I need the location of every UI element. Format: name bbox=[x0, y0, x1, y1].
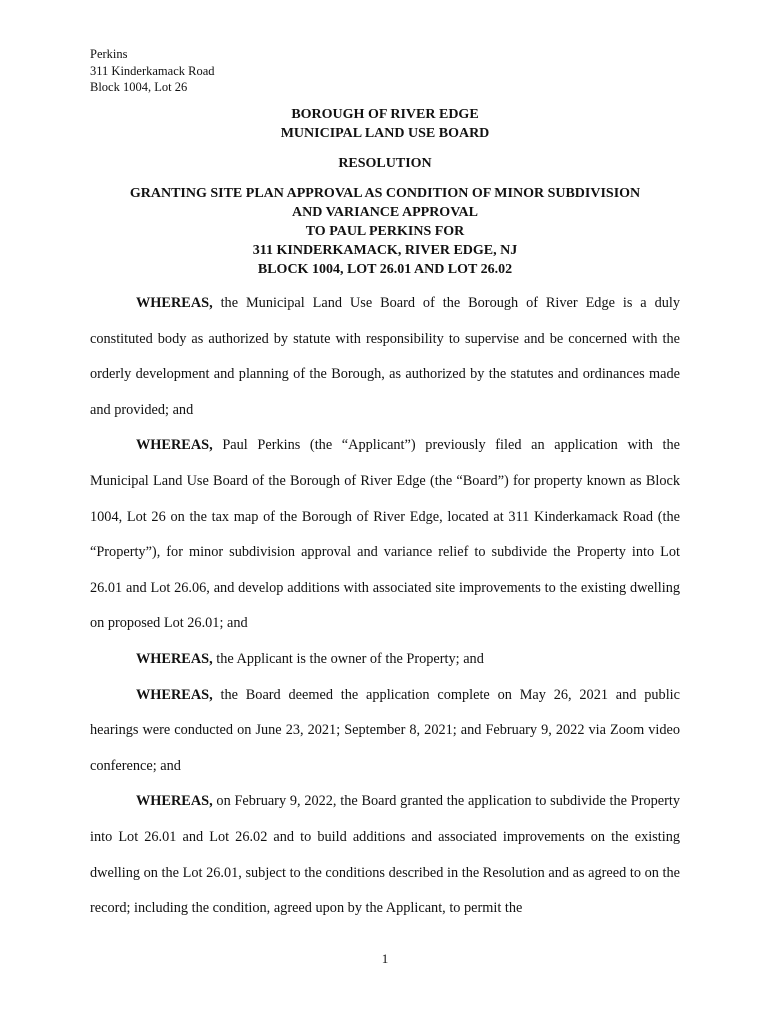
whereas-lead: WHEREAS, bbox=[136, 295, 213, 311]
resolution-heading: RESOLUTION bbox=[338, 156, 432, 171]
whereas-paragraph-2 bbox=[90, 428, 680, 642]
page-number: 1 bbox=[381, 951, 389, 966]
title-borough: BOROUGH OF RIVER EDGE bbox=[291, 107, 479, 122]
whereas-paragraph-3 bbox=[90, 642, 680, 678]
header-line-address: 311 Kinderkamack Road bbox=[90, 63, 215, 78]
paragraph-text: on February 9, 2022, the Board granted the application to subdivide the Property into Lot 26.01 and Lot 26.02 and to build additions and associated improvements on the existing dwelling on the Lot 26.01, subject to the conditions described in the Resolution and as agreed to on the record; including the condition, agreed upon by the Applicant, to permit the bbox=[90, 793, 680, 917]
document-header bbox=[90, 46, 215, 96]
whereas-paragraph-4 bbox=[90, 678, 680, 785]
whereas-lead: WHEREAS, bbox=[136, 437, 213, 454]
resolution-body bbox=[90, 286, 680, 927]
whereas-paragraph-1 bbox=[90, 286, 680, 428]
header-line-name: Perkins bbox=[90, 47, 128, 61]
paragraph-text: the Municipal Land Use Board of the Borough of River Edge is a duly constituted body as authorized by statute with responsibility to supervise and be concerned with the orderly development and planning of the Borough, as authorized by the statutes and ordinances made and provided; and bbox=[90, 295, 680, 418]
subject-line-5: BLOCK 1004, LOT 26.01 AND LOT 26.02 bbox=[257, 262, 513, 277]
title-board: MUNICIPAL LAND USE BOARD bbox=[280, 126, 490, 141]
subject-line-4: 311 KINDERKAMACK, RIVER EDGE, NJ bbox=[252, 243, 518, 258]
whereas-paragraph-5 bbox=[90, 784, 680, 926]
whereas-lead: WHEREAS, bbox=[136, 686, 213, 703]
whereas-lead: WHEREAS, bbox=[136, 650, 213, 667]
whereas-lead: WHEREAS, bbox=[136, 793, 213, 810]
paragraph-text: the Applicant is the owner of the Property; and bbox=[212, 650, 484, 667]
subject-line-1: GRANTING SITE PLAN APPROVAL AS CONDITION OF MINOR SUBDIVISION bbox=[129, 186, 641, 201]
paragraph-text: Paul Perkins (the “Applicant”) previously filed an application with the Municipal Land Use Board of the Borough of River Edge (the “Board”) for property known as Block 1004, Lot 26 on the tax map of the Borough of River Edge, located at 311 Kinderkamack Road (the “Property”), for minor subdivision approval and variance relief to subdivide the Property into Lot 26.01 and Lot 26.06, and develop additions with associated site improvements to the existing dwelling on proposed Lot 26.01; and bbox=[90, 437, 680, 632]
document-title bbox=[0, 105, 770, 143]
paragraph-text: the Board deemed the application complete on May 26, 2021 and public hearings were conducted on June 23, 2021; September 8, 2021; and February 9, 2022 via Zoom video conference; and bbox=[90, 686, 680, 774]
header-line-block-lot: Block 1004, Lot 26 bbox=[90, 80, 188, 94]
resolution-subject bbox=[0, 184, 770, 279]
subject-line-2: AND VARIANCE APPROVAL bbox=[292, 205, 478, 220]
subject-line-3: TO PAUL PERKINS FOR bbox=[305, 224, 465, 239]
